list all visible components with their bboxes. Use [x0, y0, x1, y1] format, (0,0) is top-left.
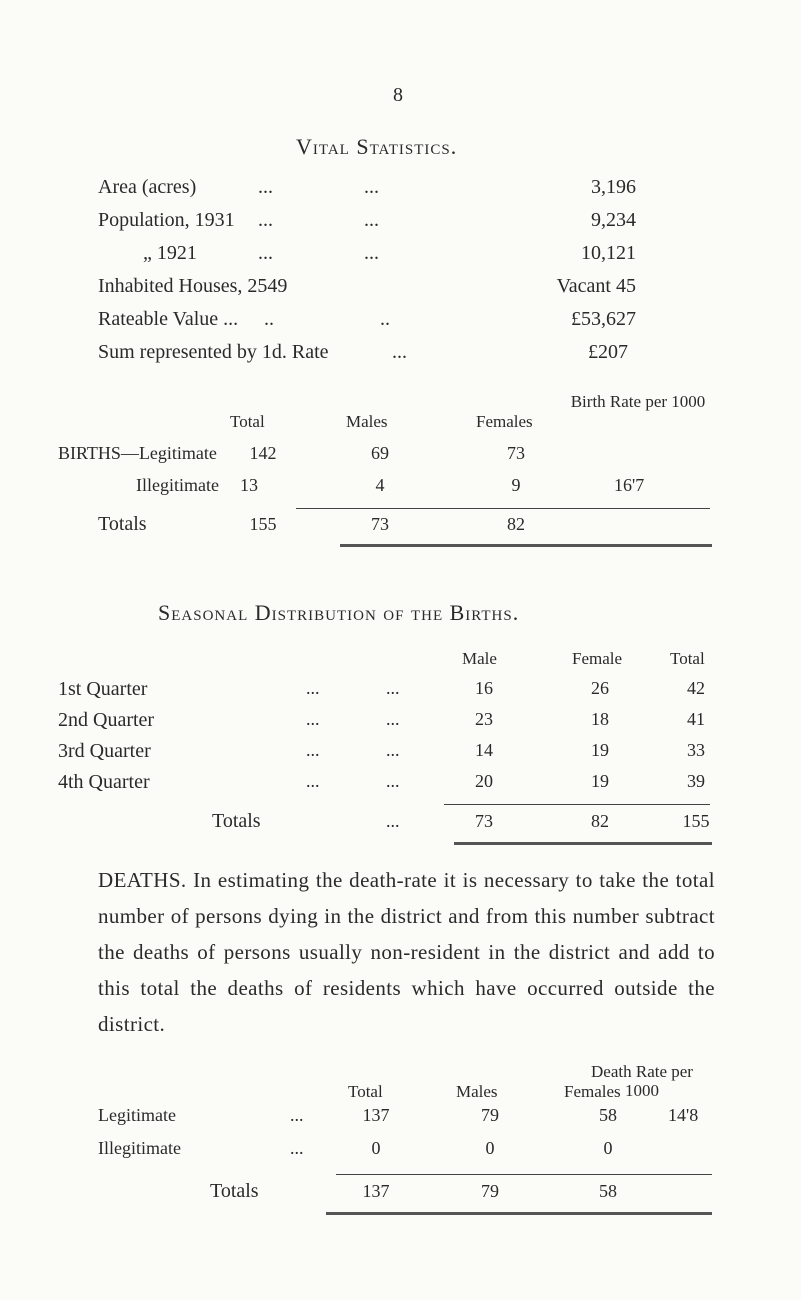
deaths-males-header: Males: [456, 1082, 498, 1101]
births-bottom-rule: [340, 544, 712, 547]
seasonal-total-header: Total: [670, 649, 705, 668]
deaths-dots: ...: [290, 1105, 304, 1125]
quarter-dots: ...: [306, 771, 320, 791]
quarter-female: 19: [591, 771, 609, 791]
quarter-female: 26: [591, 678, 609, 698]
stat-dots: ...: [258, 209, 273, 231]
quarter-dots: ...: [386, 771, 400, 791]
births-cell-males: 69: [371, 443, 389, 463]
quarter-female: 18: [591, 709, 609, 729]
page-title: Vital Statistics.: [296, 134, 458, 159]
quarter-male: 14: [475, 740, 493, 760]
quarter-dots: ...: [306, 740, 320, 760]
quarter-total: 33: [687, 740, 705, 760]
stat-dots: ...: [392, 341, 407, 363]
seasonal-totals-male: 73: [475, 811, 493, 831]
deaths-totals-label: Totals: [210, 1180, 259, 1202]
stat-value: 10,121: [581, 242, 636, 264]
stat-label: Inhabited Houses, 2549: [98, 275, 288, 297]
deaths-legitimate-label: Legitimate: [98, 1105, 176, 1125]
seasonal-divider: [444, 804, 710, 805]
death-rate-value: 14'8: [668, 1105, 699, 1125]
births-totals-total: 155: [249, 514, 277, 534]
stat-label: Area (acres): [98, 176, 197, 198]
deaths-paragraph: [98, 862, 715, 1042]
stat-dots: ..: [264, 308, 274, 330]
seasonal-title: Seasonal Distribution of the Births.: [158, 600, 520, 625]
quarter-dots: ...: [386, 709, 400, 729]
stat-dots: ...: [258, 242, 273, 264]
quarter-male: 20: [475, 771, 493, 791]
seasonal-totals-label: Totals: [212, 810, 261, 832]
stat-value: Vacant 45: [556, 275, 636, 297]
quarter-dots: ...: [386, 740, 400, 760]
deaths-total-header: Total: [348, 1082, 383, 1101]
births-cell-females: 73: [507, 443, 525, 463]
births-cell-total: 142: [249, 443, 277, 463]
births-cell-males: 4: [375, 475, 385, 495]
births-divider: [296, 508, 710, 509]
deaths-females-header: Females: [564, 1082, 621, 1101]
stat-label: Sum represented by 1d. Rate: [98, 341, 329, 363]
births-illegitimate-label: Illegitimate: [136, 475, 219, 495]
quarter-total: 42: [687, 678, 705, 698]
deaths-heading: DEATHS.: [98, 868, 187, 892]
deaths-totals-females: 58: [599, 1181, 617, 1201]
page-number: 8: [393, 84, 403, 106]
death-rate-header: Death Rate per 1000: [591, 1062, 693, 1100]
quarter-label: 1st Quarter: [58, 678, 148, 700]
births-cell-total: 13: [240, 475, 258, 495]
deaths-cell-males: 79: [481, 1105, 499, 1125]
quarter-male: 16: [475, 678, 493, 698]
stat-value: £53,627: [571, 308, 636, 330]
stat-label: Rateable Value ...: [98, 308, 239, 330]
stat-dots: ...: [364, 209, 379, 231]
births-row-label: [58, 443, 217, 464]
births-females-header: Females: [476, 412, 533, 431]
stat-value: 3,196: [591, 176, 636, 198]
stat-label: „ 1921: [143, 242, 197, 264]
births-cell-females: 9: [511, 475, 521, 495]
seasonal-male-header: Male: [462, 649, 497, 668]
births-prefix: BIRTHS—: [58, 443, 139, 463]
stat-dots: ...: [364, 176, 379, 198]
birth-rate-header: Birth Rate per 1000: [570, 392, 706, 411]
seasonal-totals-total: 155: [682, 811, 710, 831]
deaths-bottom-rule: [326, 1212, 712, 1215]
births-legitimate-label: Legitimate: [138, 443, 217, 463]
births-males-header: Males: [346, 412, 388, 431]
stat-value: £207: [588, 341, 628, 363]
deaths-cell-total: 0: [371, 1138, 381, 1158]
stat-label: Population, 1931: [98, 209, 235, 231]
stat-dots: ...: [258, 176, 273, 198]
quarter-label: 3rd Quarter: [58, 740, 151, 762]
deaths-totals-males: 79: [481, 1181, 499, 1201]
stat-dots: ..: [380, 308, 390, 330]
deaths-text: In estimating the death-rate it is necessary to take the total number of persons dying in the district and from this number subtract the deaths of persons usually non-resident in the district and add to this total the deaths of residents which have occurred outside the district.: [98, 868, 715, 1036]
births-totals-males: 73: [371, 514, 389, 534]
quarter-male: 23: [475, 709, 493, 729]
deaths-dots: ...: [290, 1138, 304, 1158]
deaths-cell-total: 137: [362, 1105, 390, 1125]
births-total-header: Total: [230, 412, 265, 431]
birth-rate-value: 16'7: [614, 475, 645, 495]
quarter-dots: ...: [386, 678, 400, 698]
seasonal-female-header: Female: [572, 649, 623, 668]
deaths-cell-females: 0: [603, 1138, 613, 1158]
quarter-dots: ...: [306, 709, 320, 729]
seasonal-bottom-rule: [454, 842, 712, 845]
quarter-label: 2nd Quarter: [58, 709, 155, 731]
births-totals-label: Totals: [98, 513, 147, 535]
deaths-cell-males: 0: [485, 1138, 495, 1158]
quarter-total: 41: [687, 709, 705, 729]
stat-value: 9,234: [591, 209, 636, 231]
quarter-dots: ...: [306, 678, 320, 698]
quarter-total: 39: [687, 771, 705, 791]
seasonal-totals-female: 82: [591, 811, 609, 831]
seasonal-totals-dots: ...: [386, 811, 400, 831]
quarter-female: 19: [591, 740, 609, 760]
deaths-illegitimate-label: Illegitimate: [98, 1138, 181, 1158]
quarter-label: 4th Quarter: [58, 771, 150, 793]
deaths-cell-females: 58: [599, 1105, 617, 1125]
stat-dots: ...: [364, 242, 379, 264]
deaths-totals-total: 137: [362, 1181, 390, 1201]
deaths-divider: [336, 1174, 712, 1175]
births-totals-females: 82: [507, 514, 525, 534]
